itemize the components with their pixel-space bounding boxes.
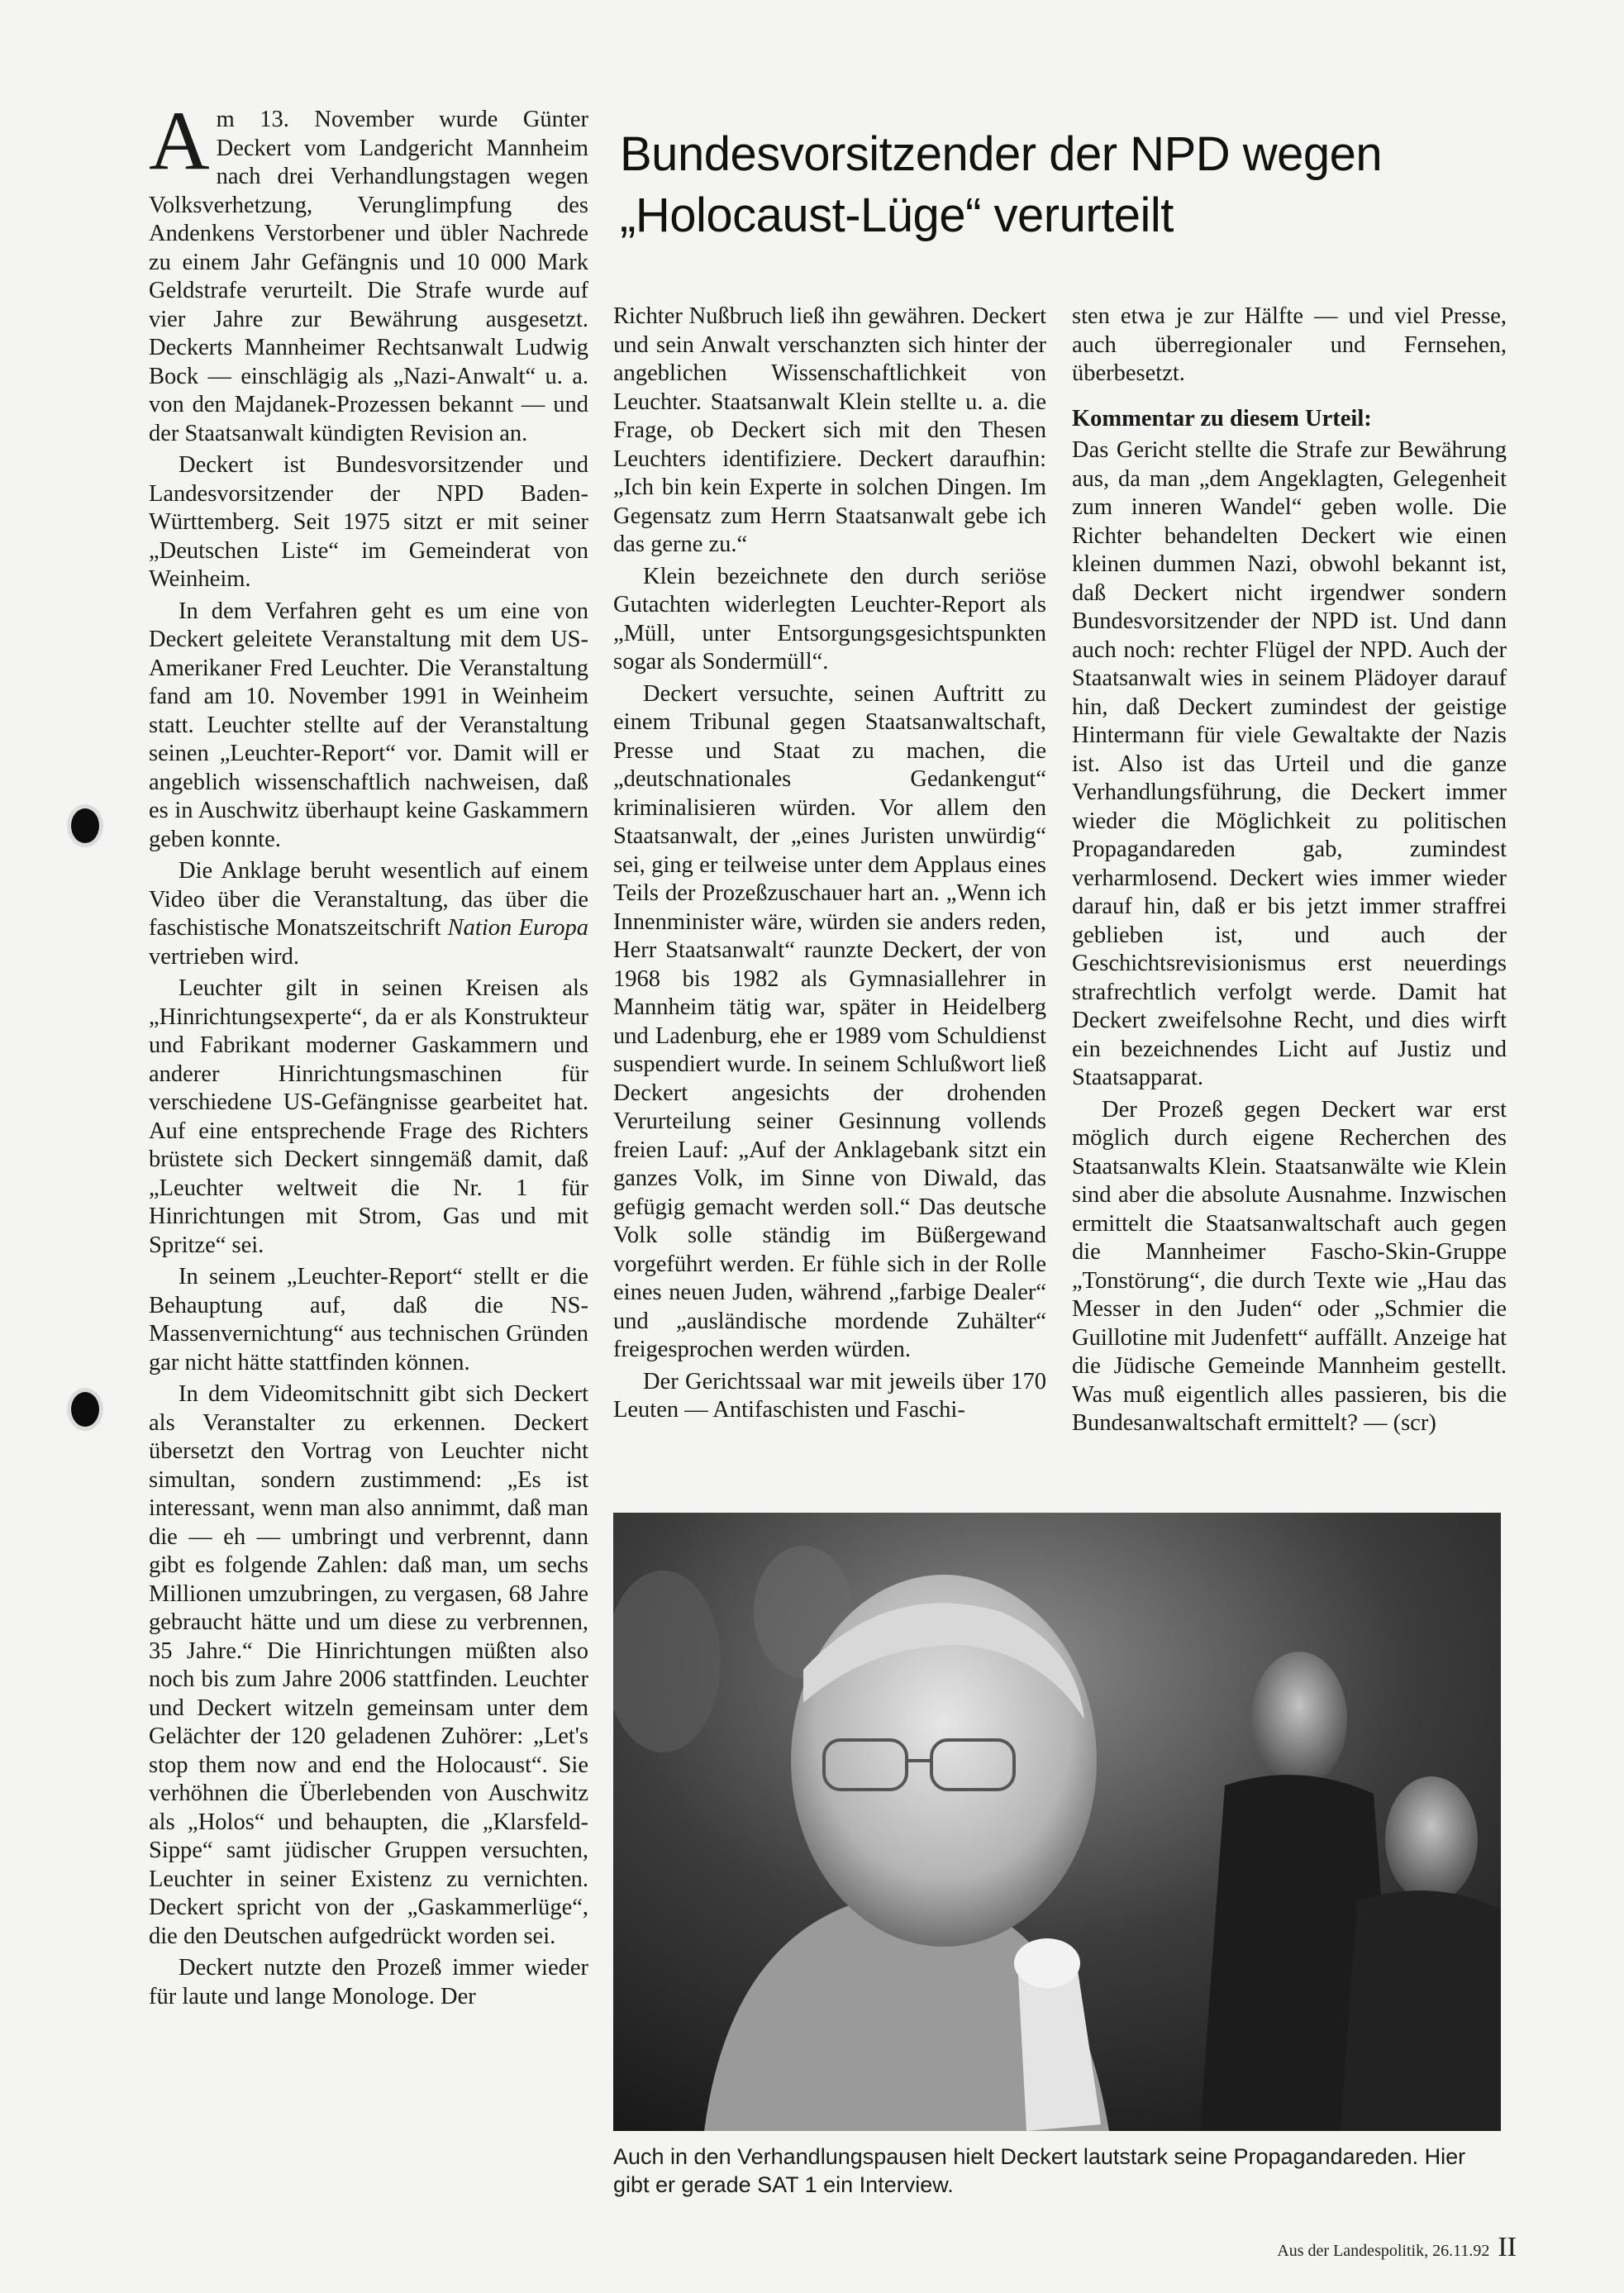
article-column-3 [1072, 303, 1507, 1438]
article-paragraph: sten etwa je zur Hälfte — und viel Presse, auch überregionaler und Fernsehen, überbesetzt. [1072, 303, 1507, 386]
headline-line-1: Bundesvorsitzender der NPD wegen [620, 127, 1383, 181]
article-column-2 [613, 303, 1046, 1425]
photo-caption: Auch in den Verhandlungspausen hielt Deckert lautstark seine Propagandareden. Hier gibt er gerade SAT 1 ein Interview. [613, 2144, 1466, 2197]
commentary-heading: Kommentar zu diesem Urteil: [1072, 405, 1372, 431]
paragraph-text: Die Anklage beruht wesentlich auf einem Video über die Veranstaltung, das über die faschistische Monatszeitschrift [149, 858, 588, 941]
page-footer [1277, 2232, 1517, 2263]
article-paragraph: In dem Videomitschnitt gibt sich Deckert als Veranstalter zu erkennen. Deckert übersetzt den Vortrag von Leuchter nicht simultan, sondern zustimmend: „Es ist interessant, wenn man also annimmt, daß man die — eh — umbringt und verbrennt, dann gibt es folgende Zahlen: daß man, um sechs Millionen umzubringen, zu vergasen, 68 Jahre gebraucht hätte und um diese zu verbrennen, 35 Jahre.“ Die Hinrichtungen müßten also noch bis zum Jahre 2006 stattfinden. Leuchter und Deckert witzeln gemeinsam unter dem Gelächter der 120 geladenen Zuhörer: „Let's stop them now and end the Holocaust“. Sie verhöhnen die Überlebenden von Auschwitz als „Holos“ und behaupten, die „Klarsfeld-Sippe“ samt jüdischer Gruppen versuchten, Leuchter in seiner Existenz zu vernichten. Deckert spricht von der „Gaskammerlüge“, die den Deutschen aufgedrückt worden sei. [149, 1381, 588, 1949]
article-paragraph: Klein bezeichnete den durch seriöse Gutachten widerlegten Leuchter-Report als „Müll, unter Entsorgungsgesichtspunkten sogar als Sondermüll“. [613, 563, 1046, 675]
article-paragraph: Deckert versuchte, seinen Auftritt zu einem Tribunal gegen Staatsanwaltschaft, Presse und Staat zu machen, die „deutschnationales Gedankengut“ kriminalisieren würden. Vor allem den Staatsanwalt, der „eines Juristen unwürdig“ sei, ging er teilweise unter dem Applaus eines Teils der Prozeßzuschauer hart an. „Wenn ich Innenminister wäre, würden sie anders reden, Herr Staatsanwalt“ raunzte Deckert, der von 1968 bis 1982 als Gymnasiallehrer in Mannheim tätig war, später in Heidelberg und Ladenburg, ehe er 1989 vom Schuldienst suspendiert wurde. In seinem Schlußwort ließ Deckert angesichts der drohenden Verurteilung seiner Gesinnung vollends freien Lauf: „Auf der Anklagebank sitzt ein ganzes Volk, im Sinne von Diwald, das gefügig gemacht werden soll.“ Das deutsche Volk solle ständig im Büßergewand vorgeführt werden. Er fühle sich in der Rolle eines neuen Juden, während „farbige Dealer“ und „ausländische mordende Zuhälter“ freigesprochen werden würden. [613, 680, 1046, 1362]
article-paragraph [149, 94, 588, 448]
footer-source: Aus der Landespolitik, 26.11.92 [1277, 2242, 1490, 2260]
punch-hole-bottom [71, 1392, 99, 1427]
article-paragraph: Der Gerichtssaal war mit jeweils über 170 Leuten — Antifaschisten und Faschi- [613, 1368, 1046, 1423]
article-paragraph: In dem Verfahren geht es um eine von Deckert geleitete Veranstaltung mit dem US-Amerikaner Fred Leuchter. Die Veranstaltung fand am 10. November 1991 in Weinheim statt. Leuchter stellte auf der Veranstaltung seinen „Leuchter-Report“ vor. Damit will er angeblich wissenschaftlich nachweisen, daß es in Auschwitz überhaupt keine Gaskammern geben konnte. [149, 598, 588, 852]
article-headline [620, 124, 1479, 246]
drop-cap: A [149, 94, 210, 188]
press-photo-image [613, 1513, 1501, 2131]
article-paragraph: Das Gericht stellte die Strafe zur Bewährung aus, da man „dem Angeklagten, Gelegenheit zum inneren Wandel“ geben wolle. Die Richter behandelten Deckert wie einen kleinen dummen Nazi, obwohl bekannt ist, daß Deckert nicht irgendwer sondern Bundesvorsitzender der NPD ist. Und dann auch noch: rechter Flügel der NPD. Auch der Staatsanwalt wies in seinem Plädoyer darauf hin, daß Deckert zumindest der geistige Hintermann für viele Gewaltakte der Nazis ist. Also ist das Urteil und die ganze Verhandlungsführung, die Deckert immer wieder die Möglichkeit zu politischen Propagandareden gab, zumindest verharmlosend. Deckert wies immer wieder darauf hin, daß er bis jetzt immer straffrei geblieben ist, und auch der Geschichtsrevisionismus erst neuerdings strafrechtlich verfolgt werde. Damit hat Deckert zweifelsohne Recht, und dies wirft ein bezeichnendes Licht auf Justiz und Staatsapparat. [1072, 437, 1507, 1090]
paragraph-text: vertrieben wird. [149, 943, 300, 970]
magazine-title: Nation Europa [447, 915, 588, 941]
article-paragraph: Leuchter gilt in seinen Kreisen als „Hinrichtungsexperte“, da er als Konstrukteur und Fabrikant moderner Gaskammern und anderer Hinrichtungsmaschinen für verschiedene US-Gefängnisse gearbeitet hat. Auf eine entsprechende Frage des Richters brüstete sich Deckert sinngemäß damit, daß „Leuchter weltweit die Nr. 1 für Hinrichtungen mit Strom, Gas und mit Spritze“ sei. [149, 975, 588, 1258]
page-number: II [1498, 2232, 1517, 2262]
press-photo [613, 1513, 1501, 2131]
article-paragraph [149, 857, 588, 971]
article-paragraph: Richter Nußbruch ließ ihn gewähren. Deckert und sein Anwalt verschanzten sich hinter der angeblichen Wissenschaftlichkeit von Leuchter. Staatsanwalt Klein stellte u. a. die Frage, ob Deckert sich mit den Thesen Leuchters identifiziere. Deckert daraufhin: „Ich bin kein Experte in solchen Dingen. Im Gegensatz zum Herrn Staatsanwalt gebe ich das gerne zu.“ [613, 303, 1046, 557]
article-paragraph: Deckert ist Bundesvorsitzender und Landesvorsitzender der NPD Baden-Württemberg. Seit 1975 sitzt er mit seiner „Deutschen Liste“ im Gemeinderat von Weinheim. [149, 452, 588, 592]
punch-hole-top [71, 808, 99, 843]
paragraph-text: m 13. November wurde Günter Deckert vom Landgericht Mannheim nach drei Verhandlungstagen wegen Volksverhetzung, Verunglimpfung des Andenkens Verstorbener und übler Nachrede zu einem Jahr Gefängnis und 10 000 Mark Geldstrafe verurteilt. Die Strafe wurde auf vier Jahre zur Bewährung ausgesetzt. Deckerts Mannheimer Rechtsanwalt Ludwig Bock — einschlägig als „Nazi-Anwalt“ u. a. von den Majdanek-Prozessen bekannt — und der Staatsanwalt kündigten Revision an. [149, 107, 588, 446]
article-paragraph: Deckert nutzte den Prozeß immer wieder für laute und lange Monologe. Der [149, 1955, 588, 2009]
article-column-1 [149, 94, 588, 2011]
article-paragraph: In seinem „Leuchter-Report“ stellt er die Behauptung auf, daß die NS-Massenvernichtung“ aus technischen Gründen gar nicht hätte stattfinden können. [149, 1264, 588, 1375]
headline-line-2: „Holocaust-Lüge“ verurteilt [620, 188, 1174, 242]
article-paragraph: Der Prozeß gegen Deckert war erst möglich durch eigene Recherchen des Staatsanwalts Klein. Staatsanwälte wie Klein sind aber die absolute Ausnahme. Inzwischen ermittelt die Staatsanwaltschaft auch gegen die Mannheimer Fascho-Skin-Gruppe „Tonstörung“, die durch Texte wie „Hau das Messer in den Juden“ oder „Schmier die Guillotine mit Judenfett“ auffällt. Anzeige hat die Jüdische Gemeinde Mannheim gestellt. Was muß eigentlich alles passieren, bis die Bundesanwaltschaft ermittelt? — (scr) [1072, 1096, 1507, 1436]
